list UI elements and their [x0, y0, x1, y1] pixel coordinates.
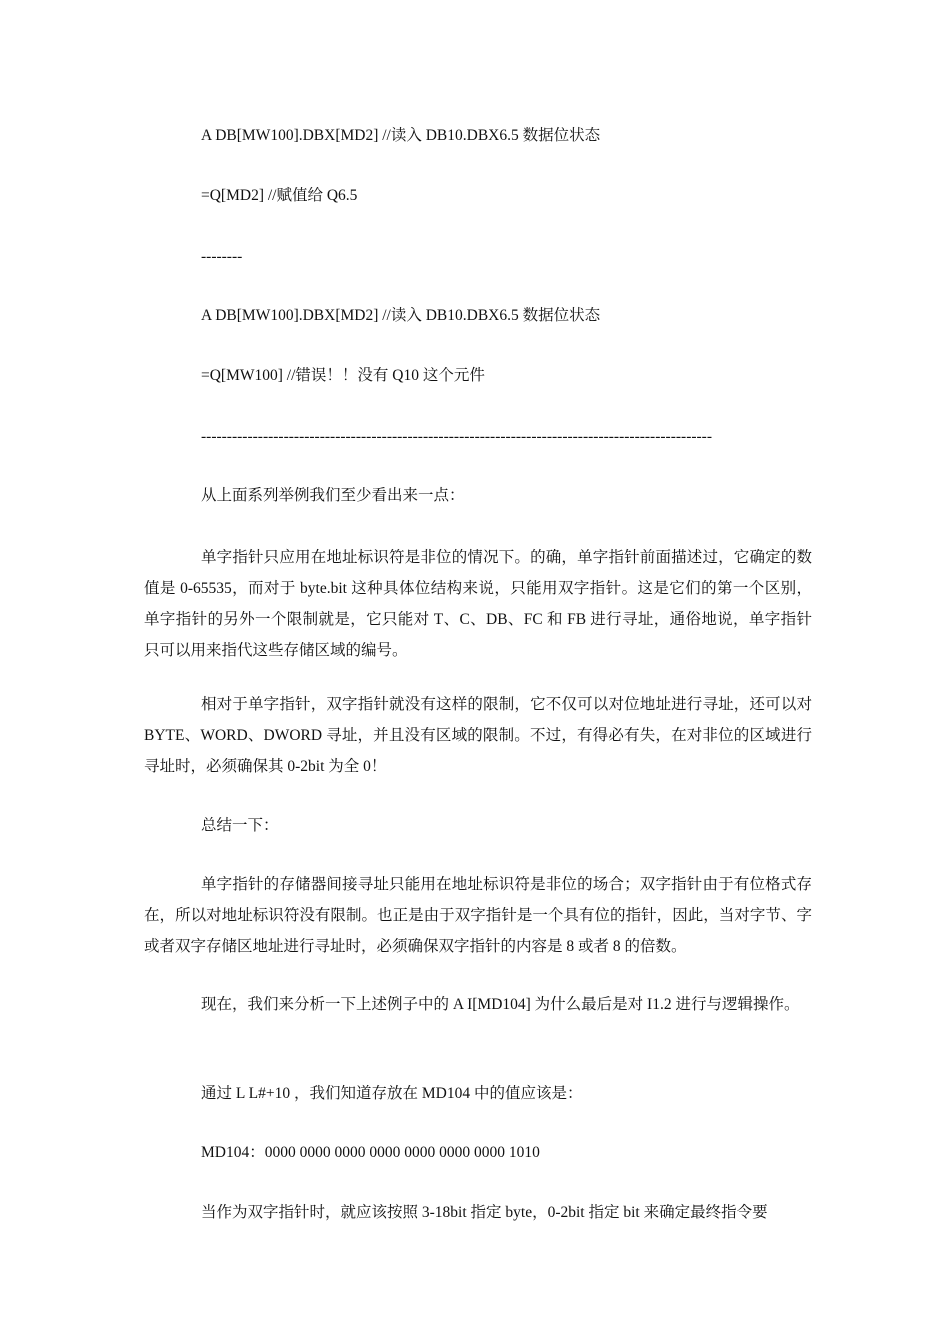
summary-title: 总结一下： — [201, 817, 279, 834]
long-separator: --------------------------------------------------------------------------------------------------- — [201, 428, 713, 445]
paragraph-intro: 从上面系列举例我们至少看出来一点： — [201, 487, 465, 504]
paragraph-double-pointer: 相对于单字指针，双字指针就没有这样的限制，它不仅可以对位地址进行寻址，还可以对 BYTE、WORD、DWORD 寻址，并且没有区域的限制。不过，有得必有失，在对非位的区域进行寻址时，必须确保其 0-2bit 为全 0！ — [144, 696, 812, 775]
code-line-assign-q: =Q[MD2] //赋值给 Q6.5 — [201, 187, 358, 204]
paragraph-load-value: 通过 L L#+10 ，我们知道存放在 MD104 中的值应该是： — [201, 1085, 583, 1102]
code-line-read-db-2: A DB[MW100].DBX[MD2] //读入 DB10.DBX6.5 数据位状态 — [201, 307, 601, 324]
paragraph-double-pointer-usage: 当作为双字指针时，就应该按照 3-18bit 指定 byte，0-2bit 指定 bit 来确定最终指令要 — [201, 1204, 768, 1221]
paragraph-summary: 单字指针的存储器间接寻址只能用在地址标识符是非位的场合；双字指针由于有位格式存在，所以对地址标识符没有限制。也正是由于双字指针是一个具有位的指针，因此，当对字节、字或者双字存储区地址进行寻址时，必须确保双字指针的内容是 8 或者 8 的倍数。 — [144, 876, 812, 955]
code-line-read-db: A DB[MW100].DBX[MD2] //读入 DB10.DBX6.5 数据位状态 — [201, 127, 601, 144]
code-separator: -------- — [201, 248, 243, 265]
code-line-error: =Q[MW100] //错误！！没有 Q10 这个元件 — [201, 367, 485, 384]
paragraph-analysis: 现在，我们来分析一下上述例子中的 A I[MD104] 为什么最后是对 I1.2 进行与逻辑操作。 — [201, 996, 800, 1013]
md104-binary-value: MD104：0000 0000 0000 0000 0000 0000 0000 1010 — [201, 1144, 540, 1161]
paragraph-single-pointer: 单字指针只应用在地址标识符是非位的情况下。的确，单字指针前面描述过，它确定的数值是 0-65535，而对于 byte.bit 这种具体位结构来说，只能用双字指针。这是它们的第一个区别，单字指针的另外一个限制就是，它只能对 T、C、DB、FC 和 FB 进行寻址，通俗地说，单字指针只可以用来指代这些存储区域的编号。 — [144, 549, 812, 659]
